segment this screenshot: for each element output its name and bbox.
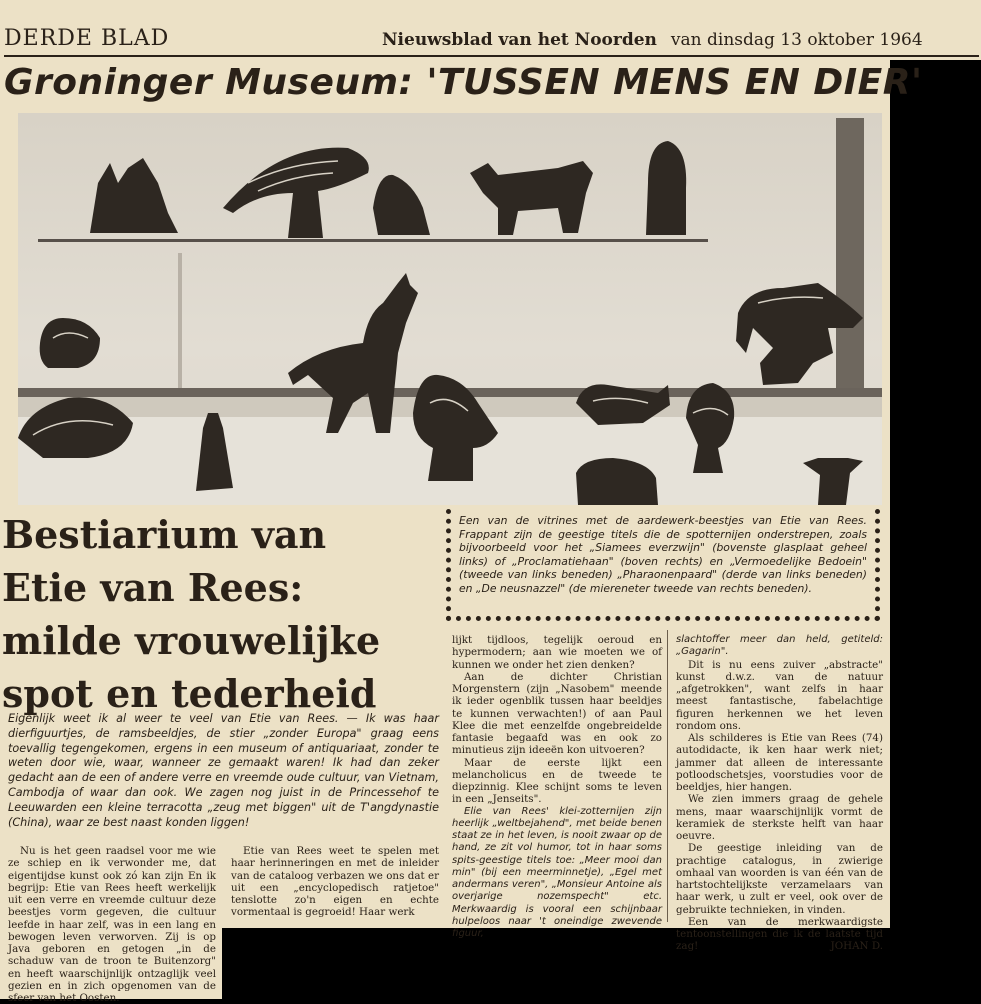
photo-caption-box [446, 509, 880, 621]
paragraph [676, 916, 883, 953]
paragraph: Etie van Rees weet te spelen met haar herinneringen en met de inleider van de cataloog verbazen we ons dat er uit een „encyclopedisch ratjetoe" tenslotte zo'n eigen en echte vormentaal is gegroeid! Haar werk [231, 845, 439, 919]
vitrine-photo [18, 113, 882, 505]
closing-sentence: Een van de merkwaardigste tentoonstellingen die ik de laatste tijd zag! [676, 915, 883, 953]
article-column-1 [8, 845, 216, 1004]
article-title [2, 508, 432, 720]
article-title-line: spot en tederheid [2, 671, 377, 716]
vitrine-photo-graphic [18, 113, 882, 505]
article-column-2 [231, 845, 439, 919]
article-column-4 [676, 634, 883, 953]
paragraph: Als schilderes is Etie van Rees (74) autodidacte, ik ken haar werk niet; jammer dat alleen de interessante potloodschetsjes, voorstudies voor de beeldjes, hier hangen. [676, 732, 883, 793]
section-title: DERDE BLAD [4, 26, 170, 51]
paragraph: De geestige inleiding van de prachtige catalogus, in zwierige omhaal van woorden is van één van de hartstochtelijkste verzamelaars van haar werk, u zult er veel, ook over de gebruikte technieken, in vinden. [676, 842, 883, 916]
paragraph: lijkt tijdloos, tegelijk oeroud en hypermodern; aan wie moeten we of kunnen we onder het zien denken? [452, 634, 662, 671]
author-signoff: JOHAN D. [830, 940, 883, 953]
column-divider [667, 630, 668, 922]
photo-caption: Een van de vitrines met de aardewerk-beestjes van Etie van Rees. Frappant zijn de geestige titels die de spotternijen onderstrepen, zoals bijvoorbeeld voor het „Siamees everzwijn" (bovenste glasplaat geheel links) of „Proclamatiehaan" (boven rechts) en „Vermoedelijke Bedoein" (tweede van links beneden) „Pharaonenpaard" (derde van links beneden) en „De neusnazzel" (de miereneter tweede van rechts beneden). [459, 514, 867, 595]
article-column-3 [452, 634, 662, 940]
newspaper-name: Nieuwsblad van het Noorden [382, 30, 657, 50]
article-title-line: milde vrouwelijke [2, 618, 381, 663]
masthead [382, 30, 923, 50]
paragraph: Nu is het geen raadsel voor me wie ze schiep en ik verwonder me, dat eigentijdse kunst ook zó kan zijn En ik begrijp: Etie van Rees heeft werkelijk uit een verre en vreemde cultuur deze beestjes vorm gegeven, die cultuur leefde in haar zelf, was in een lang en bewogen leven verworven. Zij is op Java geboren en getogen „in de schaduw van de troon te Buitenzorg" en heeft waarschijnlijk ontzaglijk veel gezien en in zich opgenomen van de sfeer van het Oosten. [8, 845, 216, 1004]
article-title-line: Etie van Rees: [2, 565, 304, 610]
paragraph: We zien immers graag de gehele mens, maar waarschijnlijk vormt de keramiek de sterkste helft van haar oeuvre. [676, 793, 883, 842]
issue-date: van dinsdag 13 oktober 1964 [670, 30, 923, 50]
main-headline: Groninger Museum: 'TUSSEN MENS EN DIER' [4, 62, 923, 103]
article-intro: Eigenlijk weet ik al weer te veel van Etie van Rees. — Ik was haar dierfiguurtjes, de ramsbeeldjes, de stier „zonder Europa" graag eens toevallig tegengekomen, ergens in een museum of antiquariaat, zonder te weten door wie, waar, wanneer ze gemaakt waren! Ik had dan zeker gedacht aan de een of andere verre en vreemde oude cultuur, van Vietnam, Cambodja of waar dan ook. We zagen nog juist in de Princessehof te Leeuwarden een kleine terracotta „zeug met biggen" uit de T'angdynastie (China), waar ze best naast konden liggen! [8, 712, 439, 829]
paragraph: Maar de eerste lijkt een melancholicus en de tweede te diepzinnig. Klee schijnt soms te leven in een „Jenseits". [452, 756, 662, 806]
paragraph: slachtoffer meer dan held, getiteld: „Gagarin". [676, 634, 883, 658]
paragraph-italic: Elie van Rees' klei-zotternijen zijn heerlijk „weltbejahend", met beide benen staat ze in het leven, is nooit zwaar op de hand, ze zit vol humor, tot in haar soms spits-geestige titels toe: „Meer mooi dan min" (bij een meerminnetje), „Egel met andermans veren", „Monsieur Antoine als overjarige nozemspecht" etc. Merkwaardig is vooral een schijnbaar hulpeloos naar 't oneindige zwevende figuur, [452, 805, 662, 939]
article-title-line: Bestiarium van [2, 512, 327, 557]
paragraph: Aan de dichter Christian Morgenstern (zijn „Nasobem" meende ik ieder ogenblik tussen haar beeldjes te kunnen verwachten!) of aan Paul Klee die met eenzelfde ongebreidelde fantasie begaafd was en ook zo minutieus zijn ideeën kon uitvoeren? [452, 670, 662, 757]
paragraph: Dit is nu eens zuiver „abstracte" kunst d.w.z. van de natuur „afgetrokken", want zelfs in haar meest fantastische, fabelachtige figuren herkennen we het leven rondom ons. [676, 658, 883, 732]
top-rule [4, 55, 979, 57]
